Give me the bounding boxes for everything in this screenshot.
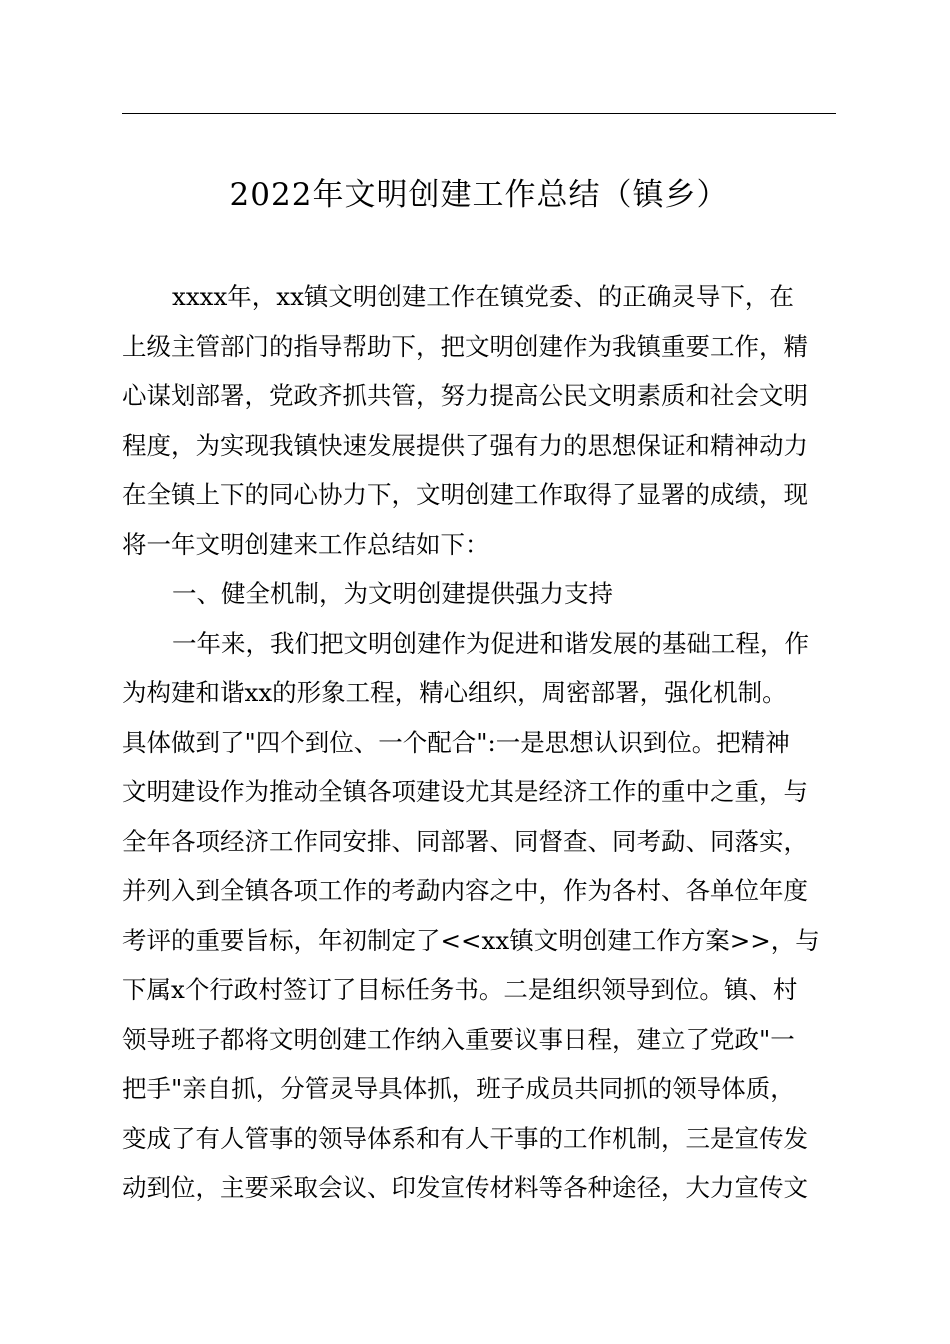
body-line-14: 考评的重要旨标，年初制定了<<xx镇文明创建工作方案>>，与 <box>122 925 820 955</box>
body-line-3: 心谋划部署，党政齐抓共管，努力提高公民文明素质和社会文明 <box>122 381 808 410</box>
body-line-8: 一年来，我们把文明创建作为促进和谐发展的基础工程，作 <box>172 628 809 658</box>
body-line-4: 程度，为实现我镇快速发展提供了强有力的思想保证和精神动力 <box>122 430 808 460</box>
body-line-10: 具体做到了"四个到位、一个配合":一是思想认识到位。把精神 <box>122 727 790 757</box>
body-line-5: 在全镇上下的同心协力下，文明创建工作取得了显署的成绩，现 <box>122 480 808 509</box>
document-body <box>122 272 838 1213</box>
body-line-19: 动到位，主要采取会议、印发宣传材料等各种途径，大力宣传文 <box>122 1173 808 1202</box>
body-line-12: 全年各项经济工作同安排、同部署、同督查、同考勐、同落实， <box>122 826 808 856</box>
body-line-9: 为构建和谐xx的形象工程，精心组织，周密部署，强化机制。 <box>122 678 787 707</box>
body-line-15: 下属x个行政村签订了目标任务书。二是组织领导到位。镇、村 <box>122 975 798 1004</box>
body-line-6: 将一年文明创建来工作总结如下： <box>122 529 490 559</box>
document-title: 2022年文明创建工作总结（镇乡） <box>229 177 729 213</box>
body-line-1: xxxx年，xx镇文明创建工作在镇党委、的正确灵导下，在 <box>172 282 794 311</box>
body-line-13: 并列入到全镇各项工作的考勐内容之中，作为各村、各单位年度 <box>122 876 808 905</box>
section-heading-1: 一、健全机制，为文明创建提供强力支持 <box>172 579 613 608</box>
body-line-16: 领导班子都将文明创建工作纳入重要议事日程，建立了党政"一 <box>122 1024 795 1054</box>
body-line-2: 上级主管部门的指导帮助下，把文明创建作为我镇重要工作，精 <box>122 331 808 361</box>
header-rule <box>122 113 836 114</box>
body-line-18: 变成了有人管事的领导体系和有人干事的工作机制，三是宣传发 <box>122 1123 808 1153</box>
body-line-17: 把手"亲自抓，分管灵导具体抓，班子成员共同抓的领导体质， <box>122 1074 795 1103</box>
body-line-11: 文明建设作为推动全镇各项建设尤其是经济工作的重中之重，与 <box>122 777 808 806</box>
